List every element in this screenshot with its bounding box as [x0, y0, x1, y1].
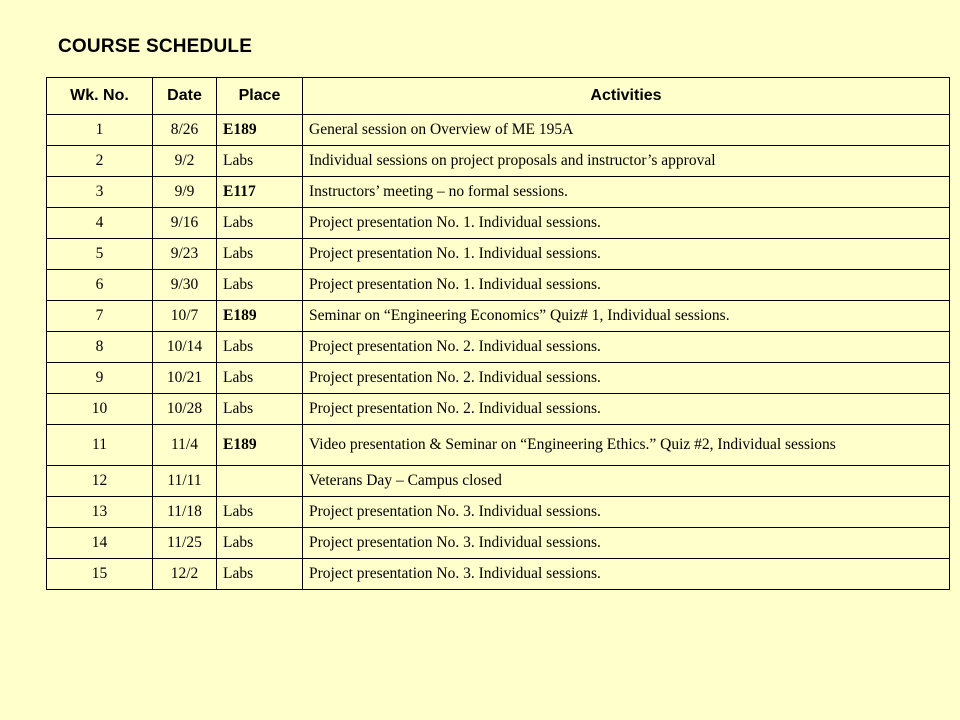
table-row: [47, 270, 950, 301]
date-cell: 11/11: [153, 466, 217, 497]
header-date: Date: [153, 78, 217, 115]
date-cell: 8/26: [153, 115, 217, 146]
week-cell: 9: [47, 363, 153, 394]
date-cell: 10/21: [153, 363, 217, 394]
place-cell: [217, 466, 303, 497]
place-cell: E117: [217, 177, 303, 208]
week-cell: 2: [47, 146, 153, 177]
date-cell: 11/18: [153, 497, 217, 528]
activity-cell: Project presentation No. 2. Individual sessions.: [303, 394, 950, 425]
place-cell: E189: [217, 115, 303, 146]
week-cell: 12: [47, 466, 153, 497]
header-week: Wk. No.: [47, 78, 153, 115]
week-cell: 14: [47, 528, 153, 559]
date-cell: 9/30: [153, 270, 217, 301]
activity-cell: Project presentation No. 3. Individual sessions.: [303, 559, 950, 590]
week-cell: 13: [47, 497, 153, 528]
place-cell: Labs: [217, 528, 303, 559]
activity-cell: Project presentation No. 1. Individual sessions.: [303, 270, 950, 301]
table-row: [47, 239, 950, 270]
place-cell: Labs: [217, 363, 303, 394]
date-cell: 9/9: [153, 177, 217, 208]
activity-cell: Project presentation No. 1. Individual sessions.: [303, 208, 950, 239]
table-row: [47, 332, 950, 363]
activity-cell: Individual sessions on project proposals and instructor’s approval: [303, 146, 950, 177]
place-cell: Labs: [217, 394, 303, 425]
header-place: Place: [217, 78, 303, 115]
date-cell: 10/28: [153, 394, 217, 425]
date-cell: 11/4: [153, 425, 217, 466]
activity-cell: General session on Overview of ME 195A: [303, 115, 950, 146]
table-row: [47, 208, 950, 239]
date-cell: 11/25: [153, 528, 217, 559]
activity-cell: Project presentation No. 3. Individual sessions.: [303, 528, 950, 559]
header-activities: Activities: [303, 78, 950, 115]
place-cell: E189: [217, 425, 303, 466]
week-cell: 6: [47, 270, 153, 301]
activity-cell: Project presentation No. 3. Individual sessions.: [303, 497, 950, 528]
page-title: COURSE SCHEDULE: [58, 36, 253, 57]
table-row: [47, 177, 950, 208]
week-cell: 15: [47, 559, 153, 590]
place-cell: Labs: [217, 208, 303, 239]
week-cell: 11: [47, 425, 153, 466]
date-cell: 9/2: [153, 146, 217, 177]
activity-cell: Video presentation & Seminar on “Engineering Ethics.” Quiz #2, Individual sessions: [303, 425, 950, 466]
place-cell: Labs: [217, 497, 303, 528]
week-cell: 10: [47, 394, 153, 425]
table-row: [47, 394, 950, 425]
table-row: [47, 115, 950, 146]
header-row: [47, 78, 950, 115]
table-row: [47, 559, 950, 590]
date-cell: 9/23: [153, 239, 217, 270]
activity-cell: Veterans Day – Campus closed: [303, 466, 950, 497]
activity-cell: Project presentation No. 2. Individual sessions.: [303, 363, 950, 394]
activity-cell: Seminar on “Engineering Economics” Quiz# 1, Individual sessions.: [303, 301, 950, 332]
activity-cell: Project presentation No. 2. Individual sessions.: [303, 332, 950, 363]
activity-cell: Project presentation No. 1. Individual sessions.: [303, 239, 950, 270]
place-cell: Labs: [217, 146, 303, 177]
place-cell: Labs: [217, 270, 303, 301]
table-row: [47, 497, 950, 528]
week-cell: 4: [47, 208, 153, 239]
place-cell: Labs: [217, 332, 303, 363]
place-cell: Labs: [217, 559, 303, 590]
activity-cell: Instructors’ meeting – no formal sessions.: [303, 177, 950, 208]
table-row: [47, 146, 950, 177]
schedule-table: [46, 77, 950, 590]
table-row: [47, 528, 950, 559]
place-cell: Labs: [217, 239, 303, 270]
week-cell: 8: [47, 332, 153, 363]
table-row: [47, 466, 950, 497]
week-cell: 1: [47, 115, 153, 146]
table-row: [47, 363, 950, 394]
week-cell: 3: [47, 177, 153, 208]
date-cell: 10/7: [153, 301, 217, 332]
table-row: [47, 425, 950, 466]
place-cell: E189: [217, 301, 303, 332]
date-cell: 9/16: [153, 208, 217, 239]
date-cell: 10/14: [153, 332, 217, 363]
week-cell: 5: [47, 239, 153, 270]
date-cell: 12/2: [153, 559, 217, 590]
week-cell: 7: [47, 301, 153, 332]
table-row: [47, 301, 950, 332]
